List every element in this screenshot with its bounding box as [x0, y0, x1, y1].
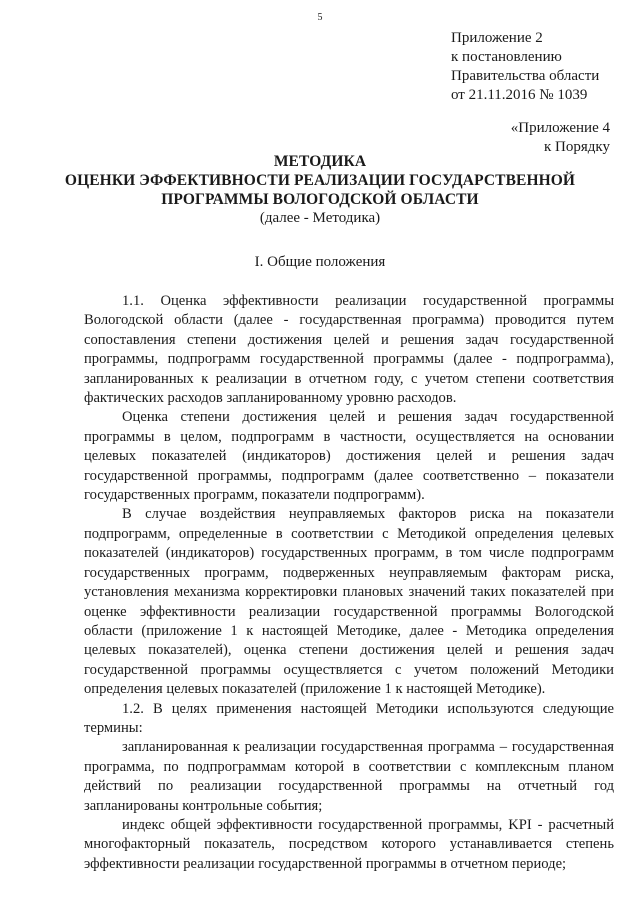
- appendix-line: к постановлению: [451, 49, 562, 65]
- appendix-prior-line: к Порядку: [544, 139, 610, 155]
- section-heading: I. Общие положения: [254, 254, 386, 270]
- document-body: [84, 292, 614, 874]
- appendix-line: Правительства области: [451, 68, 600, 84]
- document-title: [0, 152, 640, 228]
- appendix-line: от 21.11.2016 № 1039: [451, 87, 588, 103]
- paragraph: индекс общей эффективности государственной программы, KPI - расчетный многофакторный показатель, посредством которого устанавливается степень эффективности реализации государственной программы в отчетном периоде;: [84, 816, 614, 872]
- paragraph: 1.1. Оценка эффективности реализации государственной программы Вологодской области (далее - государственная программа) проводится путем сопоставления степени достижения целей и решения задач государственной программы, подпрограмм государственной программы (далее - подпрограмма), запланированных к реализации в отчетном году, с учетом степени соответствия фактических расходов запланированному уровню расходов.: [84, 293, 614, 407]
- paragraph: 1.2. В целях применения настоящей Методики используются следующие термины:: [84, 700, 614, 736]
- paragraph: запланированная к реализации государственная программа – государственная программа, по подпрограммам которой в соответствии с комплексным планом действий по реализации государственной программы на отчетный год запланированы контрольные события;: [84, 739, 614, 814]
- title-line: МЕТОДИКА: [273, 153, 367, 170]
- page-number: 5: [317, 12, 323, 23]
- appendix-prior-line: «Приложение 4: [510, 120, 610, 136]
- title-line: ОЦЕНКИ ЭФФЕКТИВНОСТИ РЕАЛИЗАЦИИ ГОСУДАРСТВЕННОЙ: [64, 172, 576, 189]
- paragraph: Оценка степени достижения целей и решения задач государственной программы в целом, подпрограмм в частности, осуществляется на основании целевых показателей (индикаторов) достижения целей и решения задач государственной программы, подпрограмм (далее соответственно – показатели государственных программ, показатели подпрограмм).: [84, 409, 614, 504]
- title-line: ПРОГРАММЫ ВОЛОГОДСКОЙ ОБЛАСТИ: [161, 191, 479, 208]
- title-note: (далее - Методика): [259, 210, 381, 226]
- appendix-reference: [451, 29, 599, 105]
- paragraph: В случае воздействия неуправляемых факторов риска на показатели подпрограмм, определенные в соответствии с Методикой определения целевых показателей (индикаторов) государственных программ, в том числе подпрограмм государственных программ, подверженных неуправляемым факторам риска, установления механизма корректировки плановых значений таких показателей при оценке эффективности реализации государственной программы Вологодской области (приложение 1 к настоящей Методике, далее - Методика определения целевых показателей), оценка степени достижения целей и решения задач государственной программы осуществляется с учетом положений Методики определения целевых показателей (приложение 1 к настоящей Методике).: [84, 506, 614, 698]
- appendix-line: Приложение 2: [451, 30, 543, 46]
